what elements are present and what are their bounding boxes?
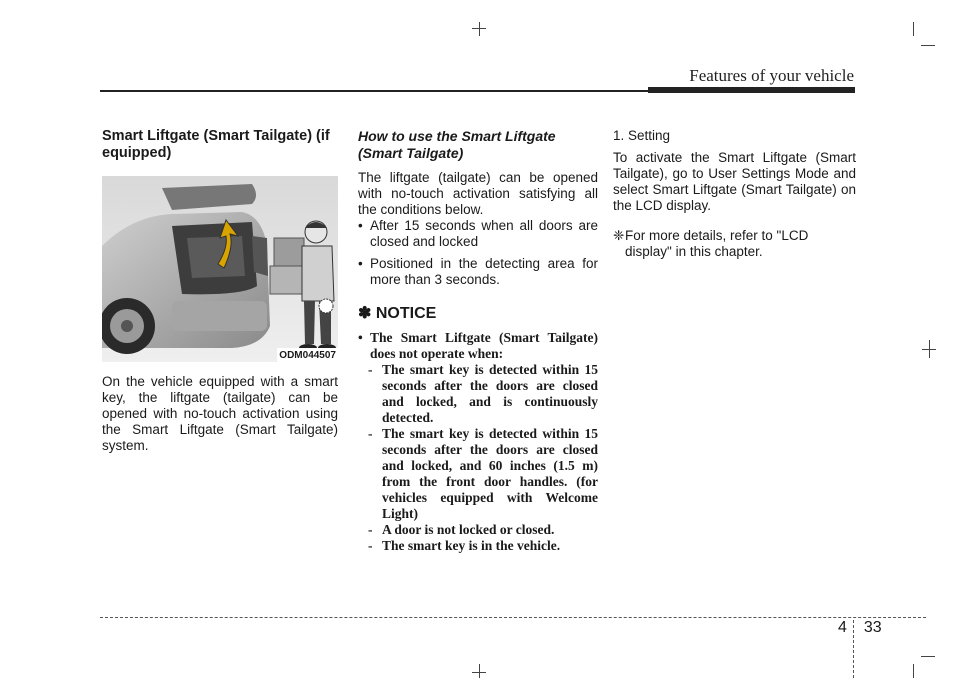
header-bar xyxy=(648,87,855,93)
column-middle xyxy=(358,128,598,554)
note-mark-icon: ❈ xyxy=(613,228,625,243)
figure-code: ODM044507 xyxy=(277,348,338,364)
crop-mark xyxy=(479,664,480,678)
notice-box xyxy=(358,330,598,554)
column-left xyxy=(102,128,338,454)
page-divider xyxy=(853,620,855,678)
crop-mark xyxy=(913,22,914,36)
page-number xyxy=(838,619,882,637)
crop-mark xyxy=(922,349,936,350)
subsection-heading: How to use the Smart Liftgate (Smart Tailgate) xyxy=(358,128,556,161)
notice-item: - The smart key is in the vehicle. xyxy=(368,538,561,553)
section-heading: Smart Liftgate (Smart Tailgate) (if equipped) xyxy=(102,128,330,161)
crop-mark xyxy=(921,656,935,657)
crop-mark xyxy=(913,664,914,678)
footer-rule xyxy=(100,617,926,618)
crop-mark xyxy=(472,672,486,673)
chapter-number: 4 xyxy=(838,619,847,636)
notice-item: - A door is not locked or closed. xyxy=(368,522,555,537)
crop-mark xyxy=(479,22,480,36)
notice-item: - The smart key is detected within 15 seconds after the doors are closed and locked, and is continuously detected. xyxy=(368,362,598,425)
reference-note: ❈ For more details, refer to "LCD display" in this chapter. xyxy=(613,228,809,259)
car-liftgate-illustration xyxy=(102,176,338,362)
page-header-title: Features of your vehicle xyxy=(689,66,854,85)
liftgate-illustration xyxy=(102,176,338,362)
list-item: • After 15 seconds when all doors are closed and locked xyxy=(358,218,598,250)
notice-item: - The smart key is detected within 15 seconds after the doors are closed and locked, and 60 inches (1.5 m) from the front door handles. (for vehicles equipped with Welcome Light) xyxy=(368,426,598,521)
notice-lead: • The Smart Liftgate (Smart Tailgate) does not operate when: xyxy=(358,330,598,362)
intro-paragraph: The liftgate (tailgate) can be opened with no-touch activation satisfying all the conditions below. xyxy=(358,170,598,217)
crop-mark xyxy=(472,28,486,29)
crop-mark xyxy=(921,45,935,46)
page-index: 33 xyxy=(863,619,882,636)
condition-list xyxy=(358,218,598,288)
column-right xyxy=(613,128,856,260)
step-label: 1. Setting xyxy=(613,128,671,143)
settings-paragraph: To activate the Smart Liftgate (Smart Tailgate), go to User Settings Mode and select Smart Liftgate (Smart Tailgate) on the LCD display. xyxy=(613,150,856,213)
body-paragraph: On the vehicle equipped with a smart key, the liftgate (tailgate) can be opened with no-touch activation using the Smart Liftgate (Smart Tailgate) system. xyxy=(102,374,338,453)
list-item: • Positioned in the detecting area for more than 3 seconds. xyxy=(358,256,598,288)
notice-title: ✽ NOTICE xyxy=(358,305,437,322)
